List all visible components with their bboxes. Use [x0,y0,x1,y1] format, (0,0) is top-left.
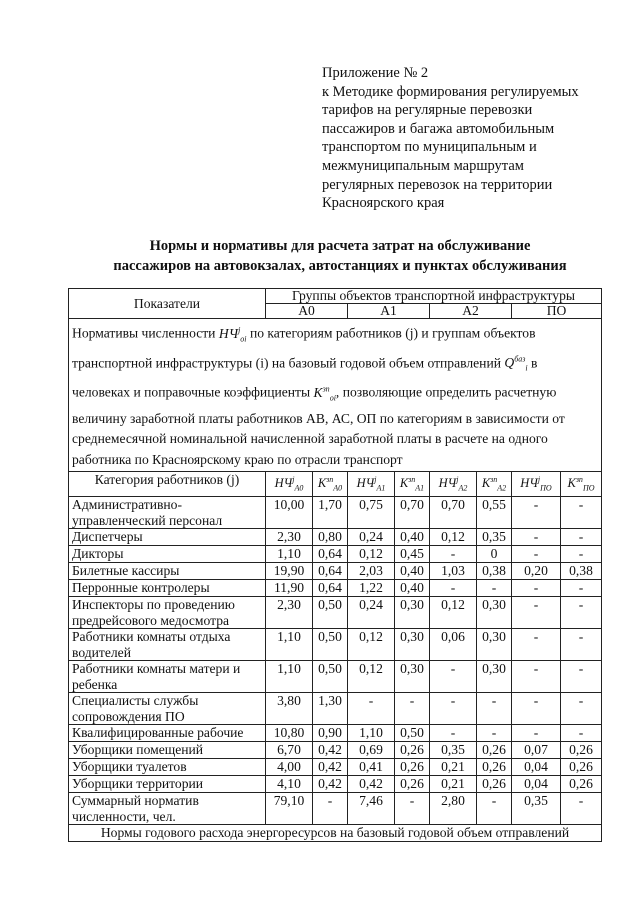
cell-value: - [512,497,561,529]
cell-value: 0,26 [477,742,512,759]
cell-value: - [313,793,348,825]
group-a2: А2 [430,304,512,319]
cell-value: - [512,629,561,661]
cell-value: - [512,546,561,563]
cell-value: - [512,725,561,742]
cell-value: 0,64 [313,546,348,563]
cell-value: - [512,693,561,725]
col-k-po: $К^{зп}_{ПО}$ [561,472,602,497]
cell-value: 0,70 [395,497,430,529]
cell-value: 0,38 [561,563,602,580]
appendix-line: к Методике формирования регулируемых [322,83,579,100]
row-category: Суммарный норматив численности, чел. [69,793,266,825]
table-row-total [69,793,602,825]
cell-value: 0,30 [395,629,430,661]
norms-table [68,288,602,842]
row-category: Инспекторы по проведению предрейсового медосмотра [69,597,266,629]
col-hch-po: $НЧ^j_{ПО}$ [512,472,561,497]
cell-value: - [430,580,477,597]
cell-value: 0,41 [348,759,395,776]
cell-value: 0,69 [348,742,395,759]
cell-value: 0,64 [313,580,348,597]
cell-value: 0,24 [348,529,395,546]
cell-value: 0,26 [477,759,512,776]
appendix-line: регулярных перевозок на территории [322,176,553,193]
cell-value: 0,04 [512,759,561,776]
cell-value: 0,12 [430,529,477,546]
row-category: Административно-управленческий персонал [69,497,266,529]
cell-value: 0,30 [395,597,430,629]
cell-value: - [477,793,512,825]
cell-value: 2,03 [348,563,395,580]
cell-value: 2,80 [430,793,477,825]
cell-value: 0,07 [512,742,561,759]
energy-norms-heading: Нормы годового расхода энергоресурсов на базовый годовой объем отправлений [69,825,602,842]
q-symbol: $Q^{баз}_i$ [504,354,528,373]
cell-value: 1,10 [266,661,313,693]
row-category: Билетные кассиры [69,563,266,580]
col-hch-a2: $НЧ^j_{А2}$ [430,472,477,497]
cell-value: - [561,529,602,546]
row-category: Работники комнаты отдыха водителей [69,629,266,661]
cell-value: 0,45 [395,546,430,563]
cell-value: - [512,580,561,597]
cell-value: 1,03 [430,563,477,580]
cell-value: 1,10 [266,629,313,661]
cell-value: 0,26 [561,759,602,776]
cell-value: 0,90 [313,725,348,742]
appendix-line: пассажиров и багажа автомобильным [322,120,555,137]
col-k-a1: $К^{зп}_{А1}$ [395,472,430,497]
cell-value: 2,30 [266,529,313,546]
cell-value: - [430,661,477,693]
k-symbol: $К^{зп}_{oi}$ [313,384,336,403]
cell-value: 1,70 [313,497,348,529]
cell-value: 19,90 [266,563,313,580]
row-category: Уборщики туалетов [69,759,266,776]
cell-value: 0,42 [313,759,348,776]
cell-value: - [395,793,430,825]
cell-value: - [561,793,602,825]
col-k-a0: $К^{зп}_{А0}$ [313,472,348,497]
cell-value: - [561,725,602,742]
cell-value: 11,90 [266,580,313,597]
cell-value: 0,21 [430,776,477,793]
cell-value: 0,26 [561,776,602,793]
cell-value: 0,30 [477,629,512,661]
table-row [69,629,602,661]
cell-value: 0,12 [348,661,395,693]
intro-text [69,319,602,472]
col-hch-a0: $НЧ^j_{А0}$ [266,472,313,497]
cell-value: 0,04 [512,776,561,793]
document-title [60,236,620,276]
cell-value: - [477,580,512,597]
cell-value: - [561,546,602,563]
cell-value: 1,22 [348,580,395,597]
cell-value: - [561,661,602,693]
cell-value: 2,30 [266,597,313,629]
cell-value: - [512,661,561,693]
cell-value: 0,30 [395,661,430,693]
cell-value: 1,30 [313,693,348,725]
col-k-a2: $К^{зп}_{А2}$ [477,472,512,497]
indicators-header: Показатели [69,289,266,319]
row-category: Перронные контролеры [69,580,266,597]
row-category: Дикторы [69,546,266,563]
cell-value: 0,12 [348,546,395,563]
cell-value: 79,10 [266,793,313,825]
cell-value: - [561,629,602,661]
cell-value: - [561,580,602,597]
row-category: Специалисты службы сопровождения ПО [69,693,266,725]
cell-value: 0,42 [348,776,395,793]
category-header: Категория работников (j) [69,472,266,497]
intro-part: по категориям работников (j) и группам объектов транспортной инфраструктуры (i) на базовый годовой объем отправлений [72,325,536,371]
cell-value: 6,70 [266,742,313,759]
cell-value: - [561,497,602,529]
cell-value: 0,26 [395,759,430,776]
cell-value: 0,35 [477,529,512,546]
cell-value: - [430,725,477,742]
cell-value: - [348,693,395,725]
cell-value: - [430,546,477,563]
cell-value: 4,00 [266,759,313,776]
table-row [69,597,602,629]
cell-value: 1,10 [348,725,395,742]
table-row [69,776,602,793]
group-a1: А1 [348,304,430,319]
table-row [69,546,602,563]
cell-value: 0,50 [313,629,348,661]
col-hch-a1: $НЧ^j_{А1}$ [348,472,395,497]
cell-value: 0,06 [430,629,477,661]
cell-value: 0,40 [395,580,430,597]
intro-part: в человеках и поправочные коэффициенты [72,355,538,400]
cell-value: 0,24 [348,597,395,629]
cell-value: 0,26 [477,776,512,793]
table-row [69,742,602,759]
table-row [69,580,602,597]
appendix-line: Красноярского края [322,195,445,212]
intro-part: Нормативы численности [72,325,216,341]
cell-value: 0,64 [313,563,348,580]
appendix-line: транспортом по муниципальным и [322,139,537,156]
cell-value: 0,42 [313,742,348,759]
group-a0: А0 [266,304,348,319]
cell-value: - [512,597,561,629]
cell-value: 0,26 [395,742,430,759]
cell-value: 0,35 [430,742,477,759]
cell-value: 0,80 [313,529,348,546]
footer-row [69,825,602,842]
cell-value: 3,80 [266,693,313,725]
cell-value: 0,50 [313,661,348,693]
cell-value: - [512,529,561,546]
cell-value: 0,30 [477,661,512,693]
cell-value: 0,42 [313,776,348,793]
cell-value: 10,80 [266,725,313,742]
cell-value: 0,35 [512,793,561,825]
cell-value: - [477,693,512,725]
cell-value: 10,00 [266,497,313,529]
intro-part: , позволяющие определить расчетную величину заработной платы работников АВ, АС, ОП по категориям в зависимости от среднемесячной номинальной начисленной заработной платы в расчете на одного работника по Красноярскому краю по отрасли транспорт [72,384,565,467]
cell-value: 0,55 [477,497,512,529]
cell-value: 0 [477,546,512,563]
cell-value: - [395,693,430,725]
cell-value: 0,40 [395,563,430,580]
cell-value: 0,20 [512,563,561,580]
cell-value: 0,12 [430,597,477,629]
header-row [69,289,602,304]
cell-value: 4,10 [266,776,313,793]
cell-value: 0,26 [395,776,430,793]
appendix-line: тарифов на регулярные перевозки [322,102,533,119]
hch-symbol: $НЧ^j_{oi}$ [218,325,247,344]
table-row [69,497,602,529]
cell-value: 0,50 [313,597,348,629]
cell-value: 0,30 [477,597,512,629]
cell-value: - [561,693,602,725]
cell-value: - [430,693,477,725]
cell-value: 1,10 [266,546,313,563]
row-category: Уборщики территории [69,776,266,793]
cell-value: 0,38 [477,563,512,580]
table-row [69,725,602,742]
column-header-row [69,472,602,497]
row-category: Квалифицированные рабочие [69,725,266,742]
cell-value: 0,21 [430,759,477,776]
table-row [69,563,602,580]
cell-value: - [477,725,512,742]
cell-value: 0,70 [430,497,477,529]
cell-value: 7,46 [348,793,395,825]
appendix-header [322,64,622,213]
intro-row [69,319,602,472]
cell-value: 0,50 [395,725,430,742]
appendix-line: Приложение № 2 [322,65,429,81]
table-row [69,693,602,725]
title-line-2: пассажиров на автовокзалах, автостанциях и пунктах обслуживания [113,258,567,274]
cell-value: - [561,597,602,629]
cell-value: 0,40 [395,529,430,546]
cell-value: 0,12 [348,629,395,661]
table-row [69,529,602,546]
cell-value: 0,75 [348,497,395,529]
row-category: Диспетчеры [69,529,266,546]
table-row [69,759,602,776]
row-category: Уборщики помещений [69,742,266,759]
title-line-1: Нормы и нормативы для расчета затрат на обслуживание [149,238,531,254]
groups-header: Группы объектов транспортной инфраструктуры [266,289,602,304]
cell-value: 0,26 [561,742,602,759]
table-row [69,661,602,693]
appendix-line: межмуниципальным маршрутам [322,157,524,174]
row-category: Работники комнаты матери и ребенка [69,661,266,693]
group-po: ПО [512,304,602,319]
